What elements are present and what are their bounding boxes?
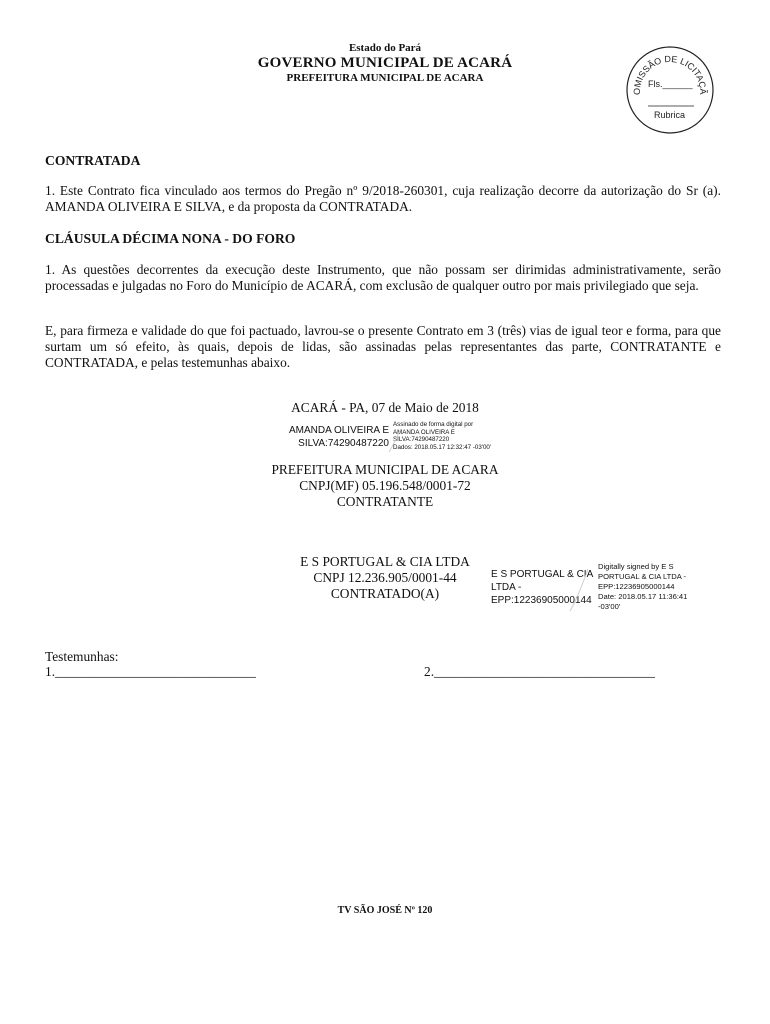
contratado-signature-mark <box>566 565 592 615</box>
prefeitura-title: PREFEITURA MUNICIPAL DE ACARA <box>286 72 484 84</box>
contratado-digital-details <box>598 562 708 612</box>
witnesses-label: Testemunhas: <box>45 649 119 664</box>
contratante-digital-detail-4: Dados: 2018.05.17 12:32:47 -03'00' <box>393 443 492 451</box>
foro-clause-1: 1. As questões decorrentes da execução deste Instrumento, que não possam ser dirimidas administrativamente, serão processadas e julgadas no Foro do Município de ACARÁ, com exclusão de qualquer outro por mais privilegiado que seja. <box>45 262 721 293</box>
contratante-digital-detail-3: SILVA:74290487220 <box>393 436 450 444</box>
contratante-digital-name-line2: SILVA:74290487220 <box>298 438 389 449</box>
closing-paragraph: E, para firmeza e validade do que foi pactuado, lavrou-se o presente Contrato em 3 (três) vias de igual teor e forma, para que surtam um só efeito, às quais, depois de lidas, são assinadas pelas representantes das parte, CONTRATANTE e CONTRATADA, e pelas testemunhas abaixo. <box>45 323 721 370</box>
stamp-fls: Fls.______ <box>648 79 693 89</box>
contratado-cnpj: CNPJ 12.236.905/0001-44 <box>313 570 457 585</box>
contratado-role: CONTRATADO(A) <box>330 586 440 601</box>
place-date: ACARÁ - PA, 07 de Maio de 2018 <box>291 400 479 415</box>
contratante-digital-detail-2: AMANDA OLIVEIRA E <box>393 428 455 436</box>
contratante-role: CONTRATANTE <box>336 494 434 509</box>
contratante-entity: PREFEITURA MUNICIPAL DE ACARA <box>271 462 499 477</box>
contratante-digital-detail-1: Assinado de forma digital por <box>393 421 474 428</box>
contratado-digital-name-line2: LTDA - <box>491 582 522 593</box>
contratado-digital-detail-3: EPP:12236905000144 <box>598 582 675 591</box>
contratada-heading: CONTRATADA <box>45 153 141 168</box>
witness-line-2: 2._________________________________ <box>424 664 655 679</box>
stamp-rubrica: Rubrica <box>654 110 686 120</box>
contratado-digital-detail-5: -03'00' <box>598 602 621 611</box>
stamp-arc-text: OMISSÃO DE LICITAÇÃ <box>631 53 709 96</box>
contratado-entity: E S PORTUGAL & CIA LTDA <box>300 554 470 569</box>
contratado-digital-name-line3: EPP:12236905000144 <box>491 595 592 606</box>
stamp-seal <box>624 44 716 136</box>
contratante-signature-mark <box>385 426 405 456</box>
contratante-block <box>0 462 770 510</box>
contratante-digital-details <box>393 421 523 451</box>
footer-address: TV SÃO JOSÉ Nº 120 <box>337 905 433 916</box>
commission-stamp <box>624 44 716 136</box>
contratante-digital-name-line1: AMANDA OLIVEIRA E <box>288 425 389 436</box>
clause-1: 1. Este Contrato fica vinculado aos termos do Pregão nº 9/2018-260301, cuja realização decorre da autorização do Sr (a). AMANDA OLIVEIRA E SILVA, e da proposta da CONTRATADA. <box>45 183 721 214</box>
contratante-digital-name <box>277 424 389 450</box>
contratado-digital-detail-2: PORTUGAL & CIA LTDA - <box>598 572 687 581</box>
contratado-digital-detail-1: Digitally signed by E S <box>598 562 674 571</box>
state-name: Estado do Pará <box>348 42 422 54</box>
contratado-digital-detail-4: Date: 2018.05.17 11:36:41 <box>598 592 688 601</box>
contratado-block <box>285 554 485 602</box>
witness-line-1: 1.______________________________ <box>45 664 256 679</box>
contratado-digital-name-line1: E S PORTUGAL & CIA <box>491 569 594 580</box>
contratante-cnpj: CNPJ(MF) 05.196.548/0001-72 <box>299 478 471 493</box>
government-title: GOVERNO MUNICIPAL DE ACARÁ <box>257 55 513 71</box>
foro-heading: CLÁUSULA DÉCIMA NONA - DO FORO <box>45 231 296 246</box>
